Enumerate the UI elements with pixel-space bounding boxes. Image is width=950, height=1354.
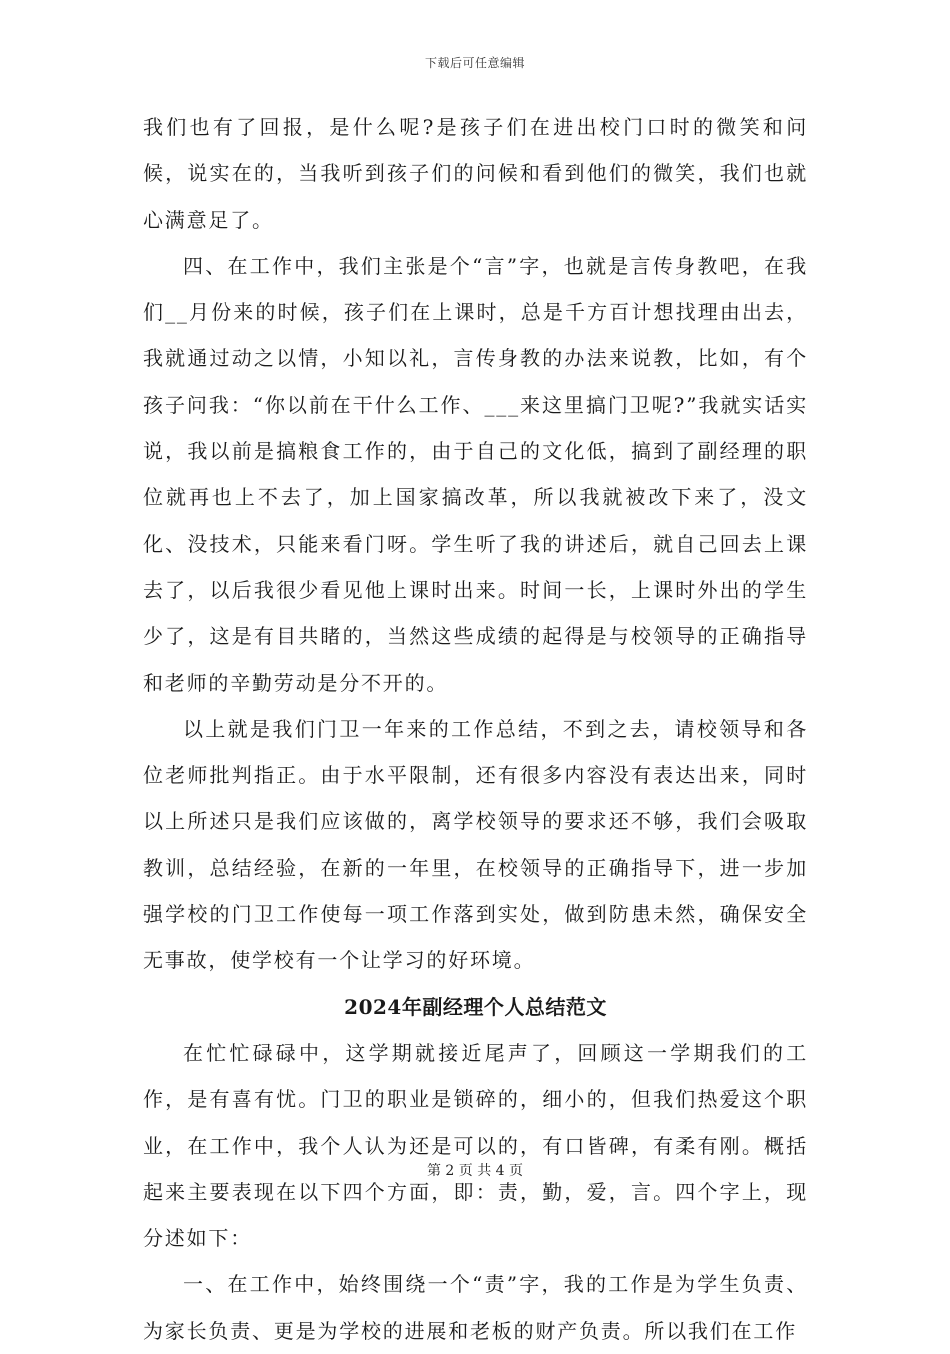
page-number: 第 2 页 共 4 页 [426, 1163, 524, 1179]
section-title: 2024年副经理个人总结范文 [344, 994, 607, 1019]
paragraph-3: 以上就是我们门卫一年来的工作总结，不到之去，请校领导和各位老师批判指正。由于水平限制，还有很多内容没有表达出来，同时以上所述只是我们应该做的，离学校领导的要求还不够，我们会吸取教训，总结经验，在新的一年里，在校领导的正确指导下，进一步加强学校的门卫工作使每一项工作落到实处，做到防患未然，确保安全无事故，使学校有一个让学习的好环境。 [143, 716, 808, 973]
header-note: 下载后可任意编辑 [424, 56, 525, 70]
paragraph-1: 我们也有了回报，是什么呢?是孩子们在进出校门口时的微笑和问候，说实在的，当我听到孩子们的问候和看到他们的微笑，我们也就心满意足了。 [143, 115, 808, 232]
paragraph-4: 在忙忙碌碌中，这学期就接近尾声了，回顾这一学期我们的工作，是有喜有忧。门卫的职业是锁碎的，细小的，但我们热爱这个职业，在工作中，我个人认为还是可以的，有口皆碑，有柔有刚。概括起来主要表现在以下四个方面，即：责，勤，爱，言。四个字上，现分述如下： [143, 1040, 808, 1251]
paragraph-5: 一、在工作中，始终围绕一个“责”字，我的工作是为学生负责、为家长负责、更是为学校的进展和老板的财产负责。所以我们在工作 [143, 1272, 808, 1343]
paragraph-2: 四、在工作中，我们主张是个“言”字，也就是言传身教吧，在我们__月份来的时候，孩子们在上课时，总是千方百计想找理由出去，我就通过动之以情，小知以礼，言传身教的办法来说教，比如，有个孩子问我：“你以前在干什么工作、___来这里搞门卫呢?”我就实话实说，我以前是搞粮食工作的，由于自己的文化低，搞到了副经理的职位就再也上不去了，加上国家搞改革，所以我就被改下来了，没文化、没技术，只能来看门呀。学生听了我的讲述后，就自己回去上课去了，以后我很少看见他上课时出来。时间一长，上课时外出的学生少了，这是有目共睹的，当然这些成绩的起得是与校领导的正确指导和老师的辛勤劳动是分不开的。 [143, 253, 808, 695]
